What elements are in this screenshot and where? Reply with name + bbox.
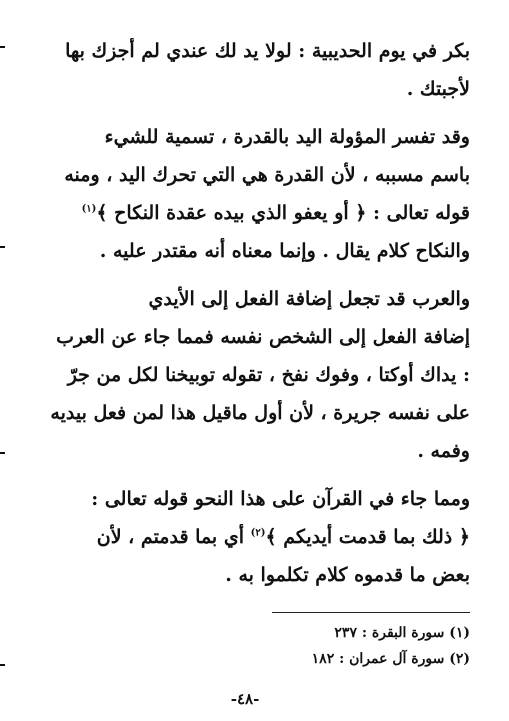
margin-mark [0,46,5,48]
text-line-content: قوله تعالى : ﴿ أو يعفو الذي بيده عقدة النكاح ﴾ [96,202,470,224]
text-line: باسم مسببه ، لأن القدرة هي التي تحرك اليد ، ومنه [64,164,470,186]
footnote-marker: (١) [81,203,97,215]
footnote: (١) سورة البقرة : ٢٣٧ [334,625,470,641]
text-line [30,200,470,228]
page-number: -٤٨- [230,690,260,708]
text-line [30,524,470,552]
text-line: وقد تفسر المؤولة اليد بالقدرة ، تسمية للشيء [104,126,470,148]
footnote: (٢) سورة آل عمران : ١٨٢ [311,651,470,667]
text-line: وفمه . [417,440,470,462]
text-line: بعض ما قدموه كلام تكلموا به . [225,564,470,586]
margin-mark [0,246,5,248]
text-line: على نفسه جريرة ، لأن أول ماقيل هذا لمن فعل بيديه [50,402,470,424]
text-line-content: أي بما قدمتم ، لأن [96,526,244,548]
text-line: : يداك أوكتا ، وفوك نفخ ، تقوله توبيخنا لكل من جرّ [67,364,470,386]
footnote-marker: (٢) [250,527,266,539]
margin-mark [0,664,5,666]
margin-mark [0,452,5,454]
text-line: والنكاح كلام يقال . وإنما معناه أنه مقتدر عليه . [99,240,470,262]
text-line: بكر في يوم الحديبية : لولا يد لك عندي لم أجزك بها [65,40,470,62]
text-line: إضافة الفعل إلى الشخص نفسه فمما جاء عن العرب [56,326,470,348]
text-line: ومما جاء في القرآن على هذا النحو قوله تعالى : [91,488,470,510]
text-line: والعرب قد تجعل إضافة الفعل إلى الأيدي [148,288,470,310]
footnote-divider [272,612,470,613]
text-line: لأجبتك . [406,78,470,100]
text-line-content: ﴿ ذلك بما قدمت أيديكم ﴾ [265,526,470,548]
